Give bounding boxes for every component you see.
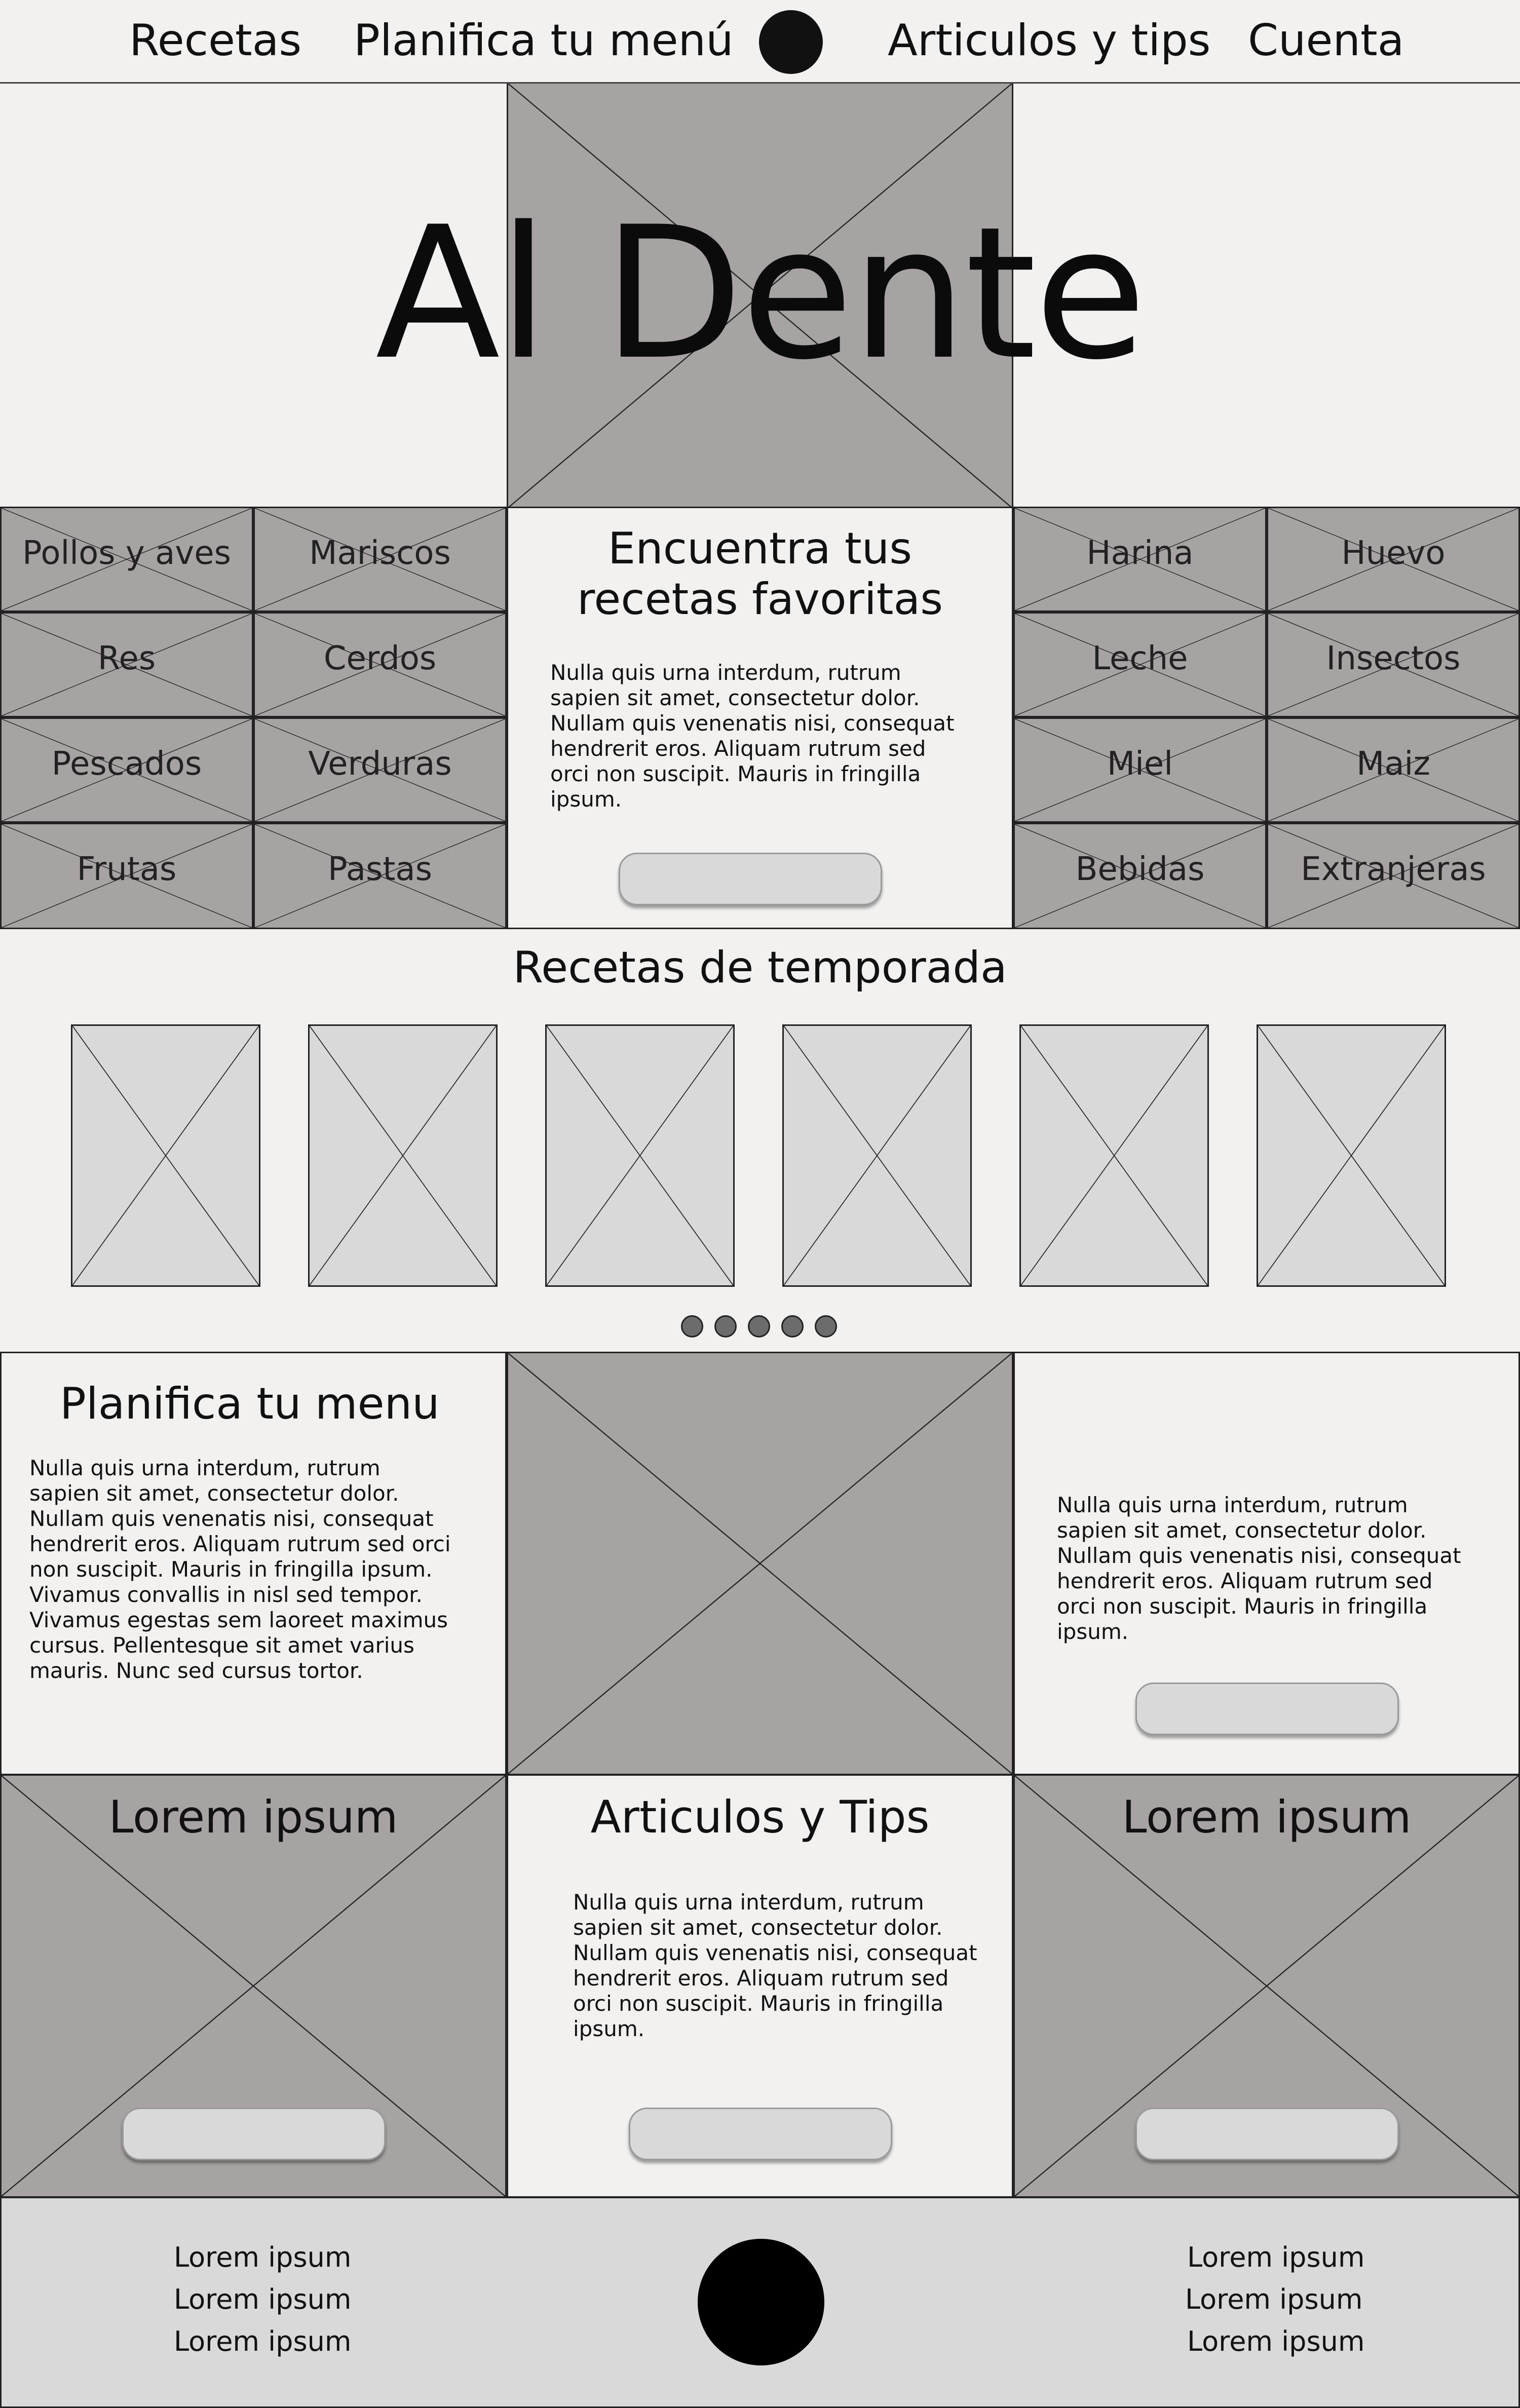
footer-left-link-3[interactable]: Lorem ipsum — [174, 2325, 352, 2357]
articles-left-title: Lorem ipsum — [108, 1791, 398, 1843]
category-label: Huevo — [1341, 534, 1446, 572]
plan-menu-body: Nulla quis urna interdum, rutrum sapien sit amet, consectetur dolor. Nullam quis venenatis nisi, consequat hendrerit eros. Aliquam rutrum sed orci non suscipit. Mauris in fringilla ipsum. Vivamus convallis in nisl sed tempor. Vivamus egestas sem laoreet maximus cursus. Pellentesque sit amet varius mauris. Nunc sed cursus tortor. — [29, 1456, 451, 1683]
category-left-item-6[interactable] — [0, 823, 253, 929]
season-recipe-card[interactable] — [1257, 1024, 1446, 1287]
category-label: Res — [97, 640, 156, 677]
category-left-item-4[interactable] — [0, 717, 253, 823]
carousel-dot[interactable] — [714, 1315, 737, 1337]
find-recipes-panel — [507, 507, 1013, 929]
nav-link-planifica[interactable]: Planifica tu menú — [354, 15, 734, 66]
category-left-item-0[interactable] — [0, 507, 253, 612]
nav-link-recetas[interactable]: Recetas — [129, 15, 302, 66]
find-recipes-body: Nulla quis urna interdum, rutrum sapien sit amet, consectetur dolor. Nullam quis venenatis nisi, consequat hendrerit eros. Aliquam rutrum sed orci non suscipit. Mauris in fringilla ipsum. — [550, 660, 955, 812]
plan-menu-title: Planifica tu menu — [60, 1379, 440, 1429]
articles-right-button[interactable] — [1135, 2108, 1399, 2160]
category-label: Insectos — [1326, 640, 1461, 677]
category-right-item-6[interactable] — [1013, 823, 1267, 929]
articles-center-title: Articulos y Tips — [590, 1791, 930, 1843]
season-recipe-card[interactable] — [545, 1024, 735, 1287]
plan-menu-panel — [0, 1352, 507, 1775]
season-title: Recetas de temporada — [513, 942, 1007, 993]
category-label: Pollos y aves — [22, 534, 231, 572]
plan-right-body: Nulla quis urna interdum, rutrum sapien sit amet, consectetur dolor. Nullam quis venenatis nisi, consequat hendrerit eros. Aliquam rutrum sed orci non suscipit. Mauris in fringilla ipsum. — [1057, 1493, 1461, 1644]
articles-left-card — [0, 1774, 507, 2198]
category-label: Mariscos — [309, 534, 451, 572]
articles-right-card — [1013, 1774, 1520, 2198]
plan-right-panel — [1013, 1352, 1520, 1775]
season-recipe-card[interactable] — [782, 1024, 972, 1287]
category-left-item-3[interactable] — [253, 612, 507, 717]
category-label: Cerdos — [323, 640, 437, 677]
season-recipe-card[interactable] — [71, 1024, 260, 1287]
articles-left-button[interactable] — [122, 2108, 386, 2160]
articles-center-body: Nulla quis urna interdum, rutrum sapien sit amet, consectetur dolor. Nullam quis venenatis nisi, consequat hendrerit eros. Aliquam rutrum sed orci non suscipit. Mauris in fringilla ipsum. — [573, 1890, 977, 2041]
carousel-dot[interactable] — [781, 1315, 804, 1337]
category-label: Harina — [1086, 534, 1194, 572]
footer-left-link-1[interactable]: Lorem ipsum — [174, 2241, 352, 2273]
hero-title: Al Dente — [375, 187, 1145, 400]
nav-link-cuenta[interactable]: Cuenta — [1248, 15, 1404, 66]
category-label: Pastas — [328, 851, 432, 888]
carousel-dot[interactable] — [681, 1315, 703, 1337]
category-label: Leche — [1092, 640, 1188, 677]
category-label: Miel — [1107, 745, 1173, 783]
category-left-item-2[interactable] — [0, 612, 253, 717]
category-left-item-7[interactable] — [253, 823, 507, 929]
footer-right-link-2[interactable]: Lorem ipsum — [1185, 2283, 1363, 2315]
plan-right-button[interactable] — [1135, 1683, 1399, 1735]
category-left-item-1[interactable] — [253, 507, 507, 612]
category-right-item-2[interactable] — [1013, 612, 1267, 717]
footer-right-link-3[interactable]: Lorem ipsum — [1187, 2325, 1365, 2357]
category-label: Verduras — [308, 745, 452, 783]
category-label: Extranjeras — [1301, 851, 1486, 888]
category-right-item-5[interactable] — [1267, 717, 1520, 823]
footer — [0, 2197, 1520, 2408]
articles-center-button[interactable] — [629, 2108, 892, 2160]
circle-logo-icon[interactable] — [698, 2239, 824, 2365]
carousel-dot[interactable] — [748, 1315, 770, 1337]
carousel-dot[interactable] — [815, 1315, 837, 1337]
category-label: Maiz — [1356, 745, 1430, 783]
category-right-item-7[interactable] — [1267, 823, 1520, 929]
category-left-item-5[interactable] — [253, 717, 507, 823]
plan-menu-image-placeholder — [507, 1352, 1013, 1775]
find-recipes-title: Encuentra tus recetas favoritas — [577, 523, 943, 625]
category-label: Frutas — [77, 851, 177, 888]
articles-center-panel — [507, 1774, 1013, 2198]
category-right-item-4[interactable] — [1013, 717, 1267, 823]
category-right-item-3[interactable] — [1267, 612, 1520, 717]
season-recipe-card[interactable] — [1019, 1024, 1209, 1287]
footer-right-link-1[interactable]: Lorem ipsum — [1187, 2241, 1365, 2273]
category-right-item-1[interactable] — [1267, 507, 1520, 612]
articles-right-title: Lorem ipsum — [1122, 1791, 1412, 1843]
category-label: Pescados — [51, 745, 202, 783]
top-nav — [0, 0, 1520, 84]
nav-link-articulos[interactable]: Articulos y tips — [888, 15, 1211, 66]
category-right-item-0[interactable] — [1013, 507, 1267, 612]
find-recipes-button[interactable] — [619, 853, 882, 905]
circle-logo-icon[interactable] — [759, 10, 823, 74]
category-label: Bebidas — [1075, 851, 1205, 888]
footer-left-link-2[interactable]: Lorem ipsum — [174, 2283, 352, 2315]
season-recipe-card[interactable] — [308, 1024, 498, 1287]
